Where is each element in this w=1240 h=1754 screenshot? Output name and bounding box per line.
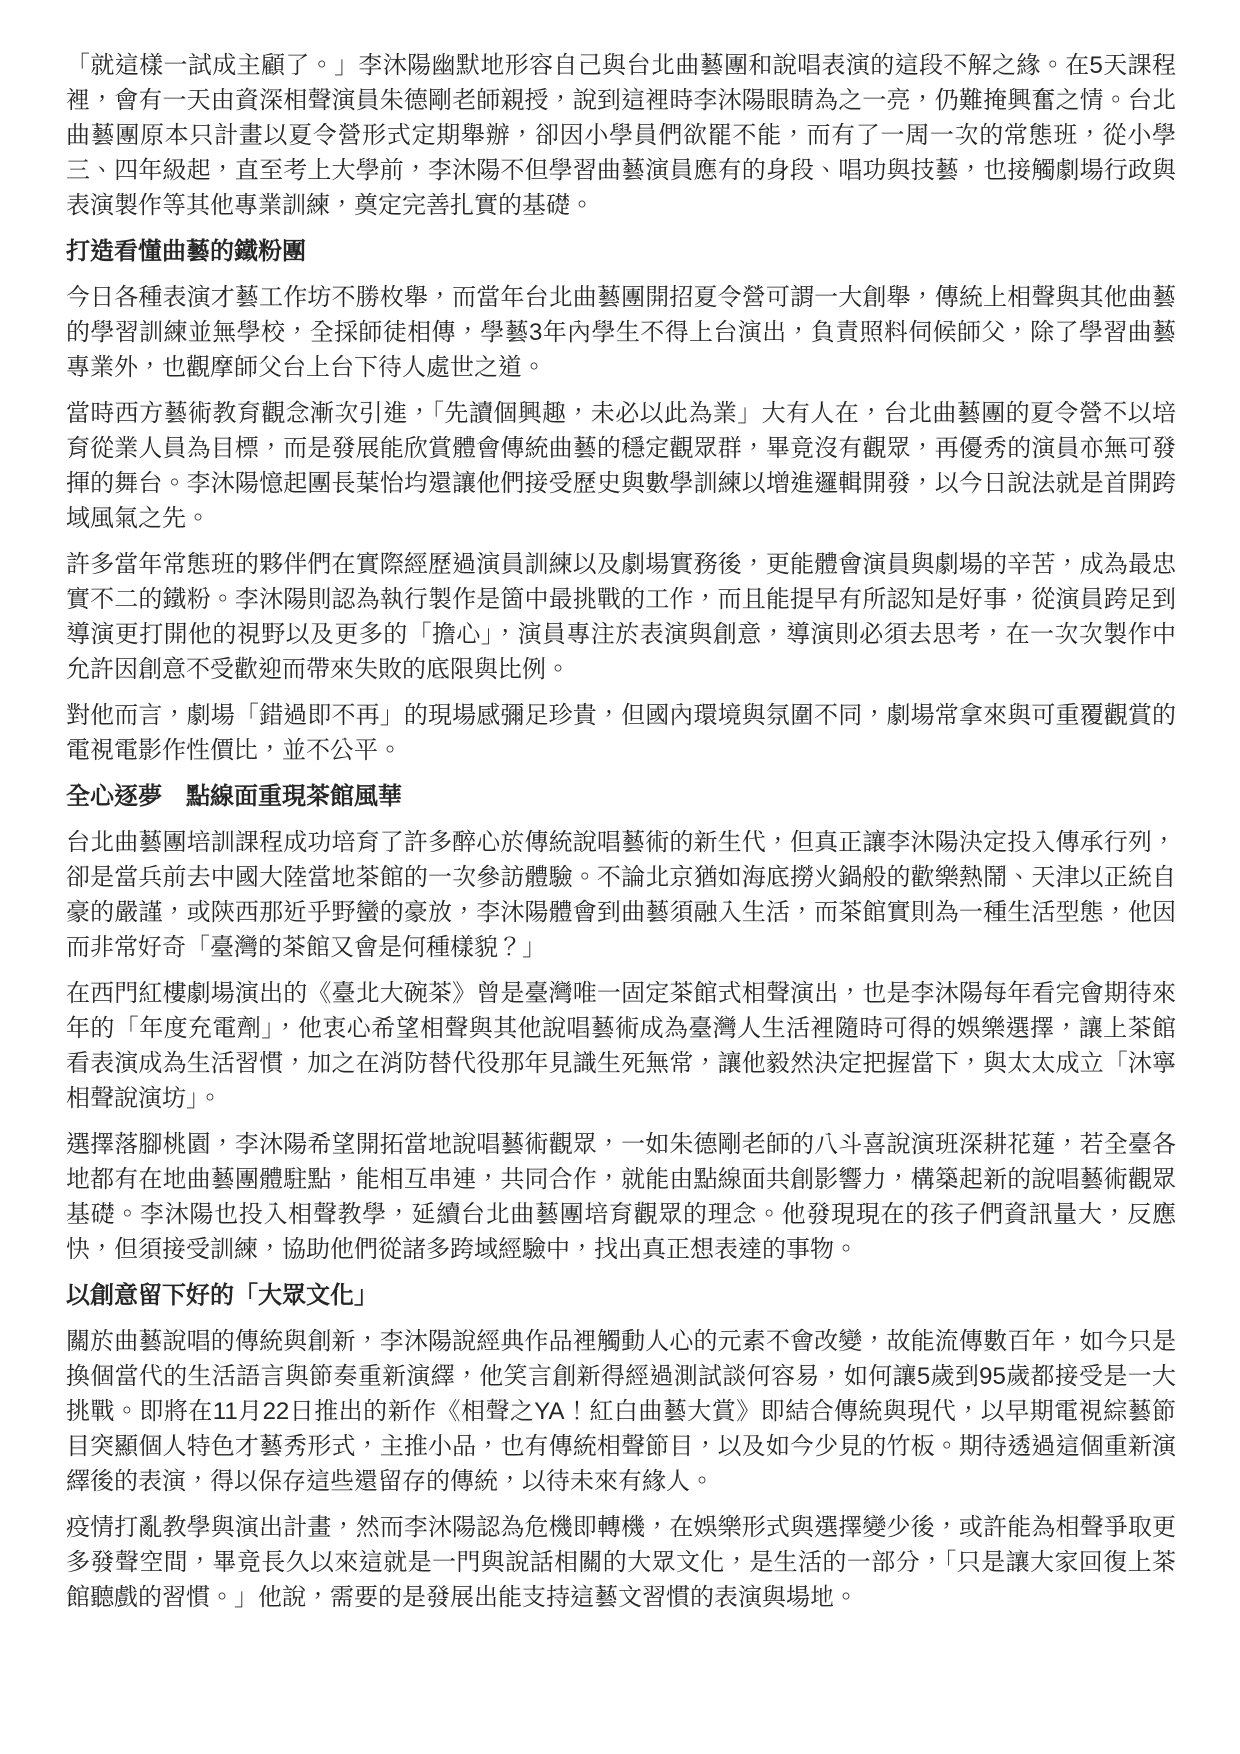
body-paragraph: 今日各種表演才藝工作坊不勝枚舉，而當年台北曲藝團開招夏令營可謂一大創舉，傳統上相聲與其他曲藝的學習訓練並無學校，全採師徒相傳，學藝3年內學生不得上台演出，負責照料伺候師父，除了學習曲藝專業外，也觀摩師父台上台下待人處世之道。 <box>66 284 1176 381</box>
body-paragraph: 在西門紅樓劇場演出的《臺北大碗茶》曾是臺灣唯一固定茶館式相聲演出，也是李沐陽每年看完會期待來年的「年度充電劑」，他衷心希望相聲與其他說唱藝術成為臺灣人生活裡隨時可得的娛樂選擇，讓上茶館看表演成為生活習慣，加之在消防替代役那年見識生死無常，讓他毅然決定把握當下，與太太成立「沐寧相聲說演坊」。 <box>66 980 1176 1112</box>
section-heading-fan-group: 打造看懂曲藝的鐵粉團 <box>66 238 306 265</box>
section-heading-popular-culture: 以創意留下好的「大眾文化」 <box>66 1282 378 1309</box>
body-paragraph: 許多當年常態班的夥伴們在實際經歷過演員訓練以及劇場實務後，更能體會演員與劇場的辛苦，成為最忠實不二的鐵粉。李沐陽則認為執行製作是箇中最挑戰的工作，而且能提早有所認知是好事，從演員跨足到導演更打開他的視野以及更多的「擔心」，演員專注於表演與創意，導演則必須去思考，在一次次製作中允許因創意不受歡迎而帶來失敗的底限與比例。 <box>66 551 1176 683</box>
body-paragraph: 當時西方藝術教育觀念漸次引進，「先讀個興趣，未必以此為業」大有人在，台北曲藝團的夏令營不以培育從業人員為目標，而是發展能欣賞體會傳統曲藝的穩定觀眾群，畢竟沒有觀眾，再優秀的演員亦無可發揮的舞台。李沐陽憶起團長葉怡均還讓他們接受歷史與數學訓練以增進邏輯開發，以今日說法就是首開跨域風氣之先。 <box>66 400 1176 532</box>
intro-paragraph: 「就這樣一試成主顧了。」李沐陽幽默地形容自己與台北曲藝團和說唱表演的這段不解之緣。在5天課程裡，會有一天由資深相聲演員朱德剛老師親授，說到這裡時李沐陽眼睛為之一亮，仍難掩興奮之情。台北曲藝團原本只計畫以夏令營形式定期舉辦，卻因小學員們欲罷不能，而有了一周一次的常態班，從小學三、四年級起，直至考上大學前，李沐陽不但學習曲藝演員應有的身段、唱功與技藝，也接觸劇場行政與表演製作等其他專業訓練，奠定完善扎實的基礎。 <box>66 52 1176 219</box>
body-paragraph: 對他而言，劇場「錯過即不再」的現場感彌足珍貴，但國內環境與氛圍不同，劇場常拿來與可重覆觀賞的電視電影作性價比，並不公平。 <box>66 702 1176 764</box>
body-paragraph: 選擇落腳桃園，李沐陽希望開拓當地說唱藝術觀眾，一如朱德剛老師的八斗喜說演班深耕花蓮，若全臺各地都有在地曲藝團體駐點，能相互串連，共同合作，就能由點線面共創影響力，構築起新的說唱藝術觀眾基礎。李沐陽也投入相聲教學，延續台北曲藝團培育觀眾的理念。他發現現在的孩子們資訊量大，反應快，但須接受訓練，協助他們從諸多跨域經驗中，找出真正想表達的事物。 <box>66 1131 1176 1263</box>
body-paragraph: 關於曲藝說唱的傳統與創新，李沐陽說經典作品裡觸動人心的元素不會改變，故能流傳數百年，如今只是換個當代的生活語言與節奏重新演繹，他笑言創新得經過測試談何容易，如何讓5歲到95歲都接受是一大挑戰。即將在11月22日推出的新作《相聲之YA！紅白曲藝大賞》即結合傳統與現代，以早期電視綜藝節目突顯個人特色才藝秀形式，主推小品，也有傳統相聲節目，以及如今少見的竹板。期待透過這個重新演繹後的表演，得以保存這些還留存的傳統，以待未來有緣人。 <box>66 1328 1176 1495</box>
body-paragraph: 疫情打亂教學與演出計畫，然而李沐陽認為危機即轉機，在娛樂形式與選擇變少後，或許能為相聲爭取更多發聲空間，畢竟長久以來這就是一門與說話相關的大眾文化，是生活的一部分，「只是讓大家回復上茶館聽戲的習慣。」他說，需要的是發展出能支持這藝文習慣的表演與場地。 <box>66 1514 1176 1611</box>
section-heading-teahouse-dream: 全心逐夢 點線面重現茶館風華 <box>66 783 402 810</box>
body-paragraph: 台北曲藝團培訓課程成功培育了許多醉心於傳統說唱藝術的新生代，但真正讓李沐陽決定投入傳承行列，卻是當兵前去中國大陸當地茶館的一次參訪體驗。不論北京猶如海底撈火鍋般的歡樂熱鬧、天津以正統自豪的嚴謹，或陝西那近乎野蠻的豪放，李沐陽體會到曲藝須融入生活，而茶館實則為一種生活型態，他因而非常好奇「臺灣的茶館又會是何種樣貌？」 <box>66 829 1176 961</box>
